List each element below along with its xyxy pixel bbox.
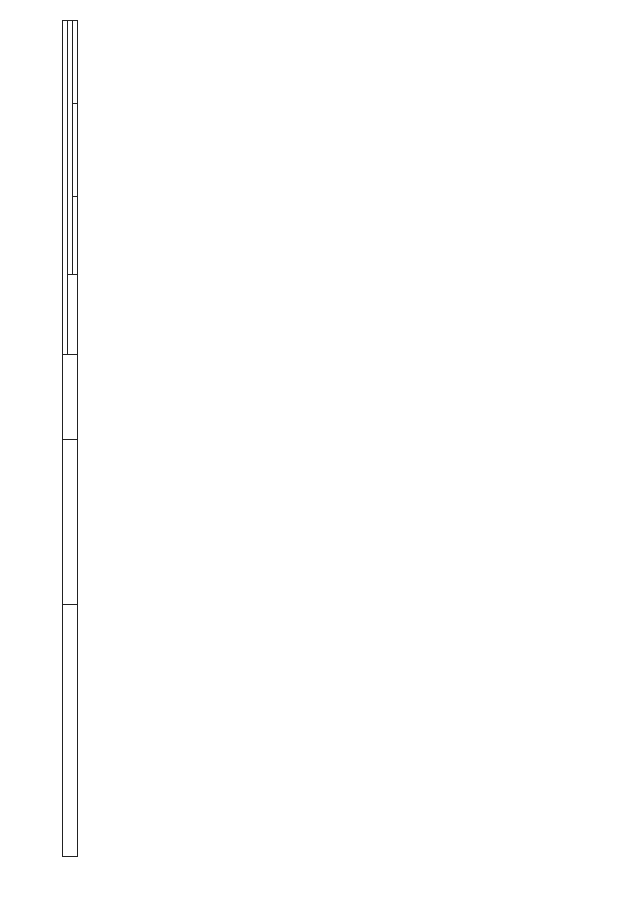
header-term bbox=[63, 355, 78, 440]
table-header bbox=[63, 21, 78, 857]
page-number bbox=[38, 430, 58, 450]
footer-doc-id bbox=[603, 850, 617, 890]
header-federal bbox=[73, 197, 78, 275]
header-total bbox=[68, 275, 78, 355]
header-name bbox=[63, 605, 78, 857]
header-extrabudget bbox=[73, 21, 78, 104]
header-executor bbox=[63, 440, 78, 605]
funding-table bbox=[62, 20, 78, 857]
header-regional bbox=[73, 104, 78, 197]
rotated-page-content bbox=[62, 21, 582, 857]
